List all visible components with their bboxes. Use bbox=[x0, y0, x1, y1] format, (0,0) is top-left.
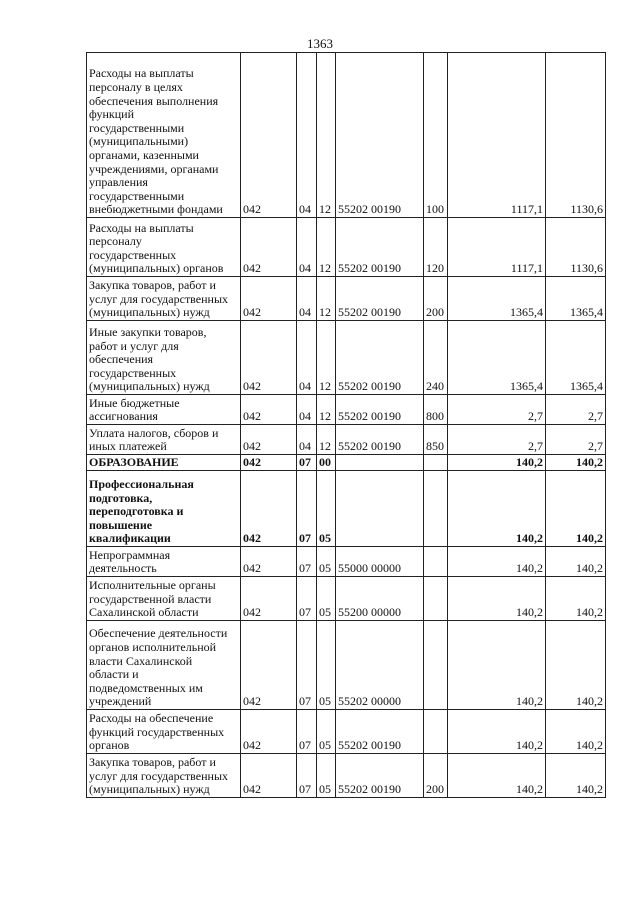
ved-code: 042 bbox=[241, 471, 297, 547]
subsection-code: 00 bbox=[317, 455, 336, 471]
row-name: Закупка товаров, работ и услуг для государственных (муниципальных) нужд bbox=[87, 277, 241, 321]
target-article-code: 55202 00190 bbox=[336, 754, 424, 798]
table-row bbox=[87, 710, 606, 754]
subsection-code: 05 bbox=[317, 710, 336, 754]
amount-year-1: 140,2 bbox=[448, 754, 546, 798]
amount-year-1: 1117,1 bbox=[448, 53, 546, 218]
subsection-code: 05 bbox=[317, 577, 336, 621]
row-name: Иные бюджетные ассигнования bbox=[87, 395, 241, 425]
target-article-code: 55202 00190 bbox=[336, 53, 424, 218]
expense-type-code: 850 bbox=[424, 425, 448, 455]
row-name: Иные закупки товаров, работ и услуг для обеспечения государственных (муниципальных) нужд bbox=[87, 321, 241, 395]
row-name: Обеспечение деятельности органов исполнительной власти Сахалинской области и подведомственных им учреждений bbox=[87, 621, 241, 710]
row-name: Расходы на выплаты персоналу государственных (муниципальных) органов bbox=[87, 218, 241, 277]
section-code: 07 bbox=[297, 547, 317, 577]
expense-type-code: 200 bbox=[424, 754, 448, 798]
subsection-code: 05 bbox=[317, 547, 336, 577]
expense-type-code bbox=[424, 547, 448, 577]
ved-code: 042 bbox=[241, 277, 297, 321]
expense-type-code: 100 bbox=[424, 53, 448, 218]
section-code: 07 bbox=[297, 621, 317, 710]
section-code: 04 bbox=[297, 277, 317, 321]
amount-year-1: 140,2 bbox=[448, 710, 546, 754]
amount-year-1: 140,2 bbox=[448, 455, 546, 471]
amount-year-1: 1365,4 bbox=[448, 277, 546, 321]
amount-year-1: 2,7 bbox=[448, 425, 546, 455]
subsection-code: 12 bbox=[317, 321, 336, 395]
expense-type-code bbox=[424, 577, 448, 621]
ved-code: 042 bbox=[241, 577, 297, 621]
amount-year-1: 140,2 bbox=[448, 621, 546, 710]
row-name: Расходы на выплаты персоналу в целях обеспечения выполнения функций государственными (муниципальными) органами, казенными учреждениями, органами управления государственными внебюджетными фондами bbox=[87, 53, 241, 218]
ved-code: 042 bbox=[241, 321, 297, 395]
expense-type-code bbox=[424, 455, 448, 471]
row-name: Уплата налогов, сборов и иных платежей bbox=[87, 425, 241, 455]
table-row bbox=[87, 547, 606, 577]
row-name: Расходы на обеспечение функций государственных органов bbox=[87, 710, 241, 754]
table-row bbox=[87, 577, 606, 621]
target-article-code: 55200 00000 bbox=[336, 577, 424, 621]
target-article-code: 55202 00190 bbox=[336, 277, 424, 321]
section-code: 04 bbox=[297, 218, 317, 277]
subsection-code: 05 bbox=[317, 754, 336, 798]
amount-year-2: 1130,6 bbox=[546, 218, 606, 277]
amount-year-1: 140,2 bbox=[448, 577, 546, 621]
target-article-code bbox=[336, 471, 424, 547]
expense-type-code bbox=[424, 710, 448, 754]
target-article-code: 55202 00190 bbox=[336, 710, 424, 754]
row-name: Исполнительные органы государственной власти Сахалинской области bbox=[87, 577, 241, 621]
ved-code: 042 bbox=[241, 218, 297, 277]
section-code: 04 bbox=[297, 321, 317, 395]
ved-code: 042 bbox=[241, 754, 297, 798]
ved-code: 042 bbox=[241, 425, 297, 455]
amount-year-2: 1365,4 bbox=[546, 321, 606, 395]
target-article-code: 55202 00000 bbox=[336, 621, 424, 710]
target-article-code: 55202 00190 bbox=[336, 321, 424, 395]
amount-year-2: 140,2 bbox=[546, 455, 606, 471]
target-article-code bbox=[336, 455, 424, 471]
amount-year-2: 140,2 bbox=[546, 577, 606, 621]
table-row bbox=[87, 455, 606, 471]
ved-code: 042 bbox=[241, 547, 297, 577]
ved-code: 042 bbox=[241, 710, 297, 754]
expense-type-code: 800 bbox=[424, 395, 448, 425]
subsection-code: 12 bbox=[317, 218, 336, 277]
amount-year-1: 140,2 bbox=[448, 471, 546, 547]
amount-year-2: 1130,6 bbox=[546, 53, 606, 218]
subsection-code: 05 bbox=[317, 471, 336, 547]
amount-year-2: 140,2 bbox=[546, 471, 606, 547]
amount-year-1: 2,7 bbox=[448, 395, 546, 425]
target-article-code: 55000 00000 bbox=[336, 547, 424, 577]
section-code: 04 bbox=[297, 53, 317, 218]
amount-year-2: 140,2 bbox=[546, 710, 606, 754]
section-code: 04 bbox=[297, 395, 317, 425]
amount-year-2: 2,7 bbox=[546, 425, 606, 455]
table-row bbox=[87, 277, 606, 321]
ved-code: 042 bbox=[241, 53, 297, 218]
section-code: 07 bbox=[297, 710, 317, 754]
table-row bbox=[87, 53, 606, 218]
amount-year-2: 1365,4 bbox=[546, 277, 606, 321]
budget-table bbox=[86, 52, 606, 798]
table-row bbox=[87, 471, 606, 547]
expense-type-code: 120 bbox=[424, 218, 448, 277]
target-article-code: 55202 00190 bbox=[336, 425, 424, 455]
amount-year-2: 140,2 bbox=[546, 621, 606, 710]
subsection-code: 12 bbox=[317, 395, 336, 425]
amount-year-1: 1365,4 bbox=[448, 321, 546, 395]
subsection-code: 05 bbox=[317, 621, 336, 710]
amount-year-1: 140,2 bbox=[448, 547, 546, 577]
expense-type-code bbox=[424, 621, 448, 710]
amount-year-2: 140,2 bbox=[546, 754, 606, 798]
table-row bbox=[87, 425, 606, 455]
amount-year-2: 140,2 bbox=[546, 547, 606, 577]
target-article-code: 55202 00190 bbox=[336, 395, 424, 425]
row-name: Профессиональная подготовка, переподготовка и повышение квалификации bbox=[87, 471, 241, 547]
page-number: 1363 bbox=[307, 36, 333, 51]
ved-code: 042 bbox=[241, 621, 297, 710]
expense-type-code: 240 bbox=[424, 321, 448, 395]
table-row bbox=[87, 218, 606, 277]
target-article-code: 55202 00190 bbox=[336, 218, 424, 277]
section-code: 07 bbox=[297, 471, 317, 547]
expense-type-code: 200 bbox=[424, 277, 448, 321]
amount-year-1: 1117,1 bbox=[448, 218, 546, 277]
table-row bbox=[87, 754, 606, 798]
expense-type-code bbox=[424, 471, 448, 547]
section-code: 04 bbox=[297, 425, 317, 455]
section-code: 07 bbox=[297, 754, 317, 798]
ved-code: 042 bbox=[241, 455, 297, 471]
table-row bbox=[87, 395, 606, 425]
section-code: 07 bbox=[297, 577, 317, 621]
subsection-code: 12 bbox=[317, 53, 336, 218]
table-row bbox=[87, 321, 606, 395]
section-code: 07 bbox=[297, 455, 317, 471]
row-name: ОБРАЗОВАНИЕ bbox=[87, 455, 241, 471]
row-name: Закупка товаров, работ и услуг для государственных (муниципальных) нужд bbox=[87, 754, 241, 798]
budget-table-body bbox=[87, 53, 606, 798]
subsection-code: 12 bbox=[317, 425, 336, 455]
amount-year-2: 2,7 bbox=[546, 395, 606, 425]
row-name: Непрограммная деятельность bbox=[87, 547, 241, 577]
table-row bbox=[87, 621, 606, 710]
subsection-code: 12 bbox=[317, 277, 336, 321]
ved-code: 042 bbox=[241, 395, 297, 425]
